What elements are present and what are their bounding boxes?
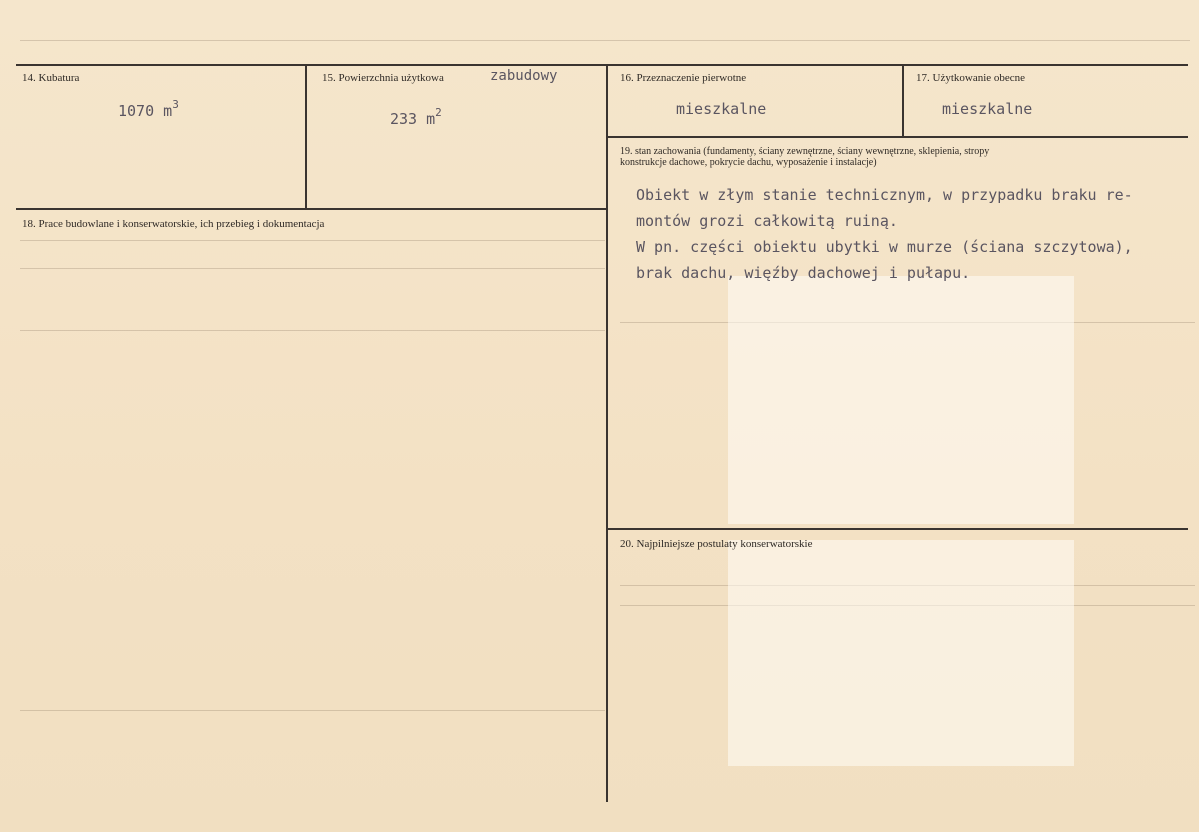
bleed-line [20,268,605,269]
center-divider [606,64,608,802]
stan-text-line: W pn. części obiektu ubytki w murze (ściana szczytowa), [636,238,1133,256]
stan-text-line: Obiekt w złym stanie technicznym, w przypadku braku re- [636,186,1133,204]
kubatura-unit-exp: 3 [172,98,179,111]
correction-patch [728,276,1074,524]
przeznaczenie-label: 16. Przeznaczenie pierwotne [620,72,747,84]
przeznaczenie-value: mieszkalne [676,100,767,118]
powierzchnia-value [390,108,442,128]
row2-rule-right [608,528,1188,530]
bleed-line [20,240,605,241]
stan-text-line: brak dachu, więźby dachowej i pułapu. [636,264,971,282]
postulaty-label: 20. Najpilniejsze postulaty konserwatorskie [620,538,813,550]
powierzchnia-unit: m [426,110,436,128]
stan-label-line1: 19. stan zachowania (fundamenty, ściany zewnętrzne, ściany wewnętrzne, sklepienia, stropy [620,146,990,157]
prace-label: 18. Prace budowlane i konserwatorskie, ich przebieg i dokumentacja [22,218,325,230]
kubatura-value [118,100,179,120]
bleed-line [20,330,605,331]
row1-rule-left [16,208,606,210]
divider-14-15 [305,64,307,210]
powierzchnia-label: 15. Powierzchnia użytkowa [322,72,444,84]
uzytkowanie-value: mieszkalne [942,100,1033,118]
bleed-line [20,40,1190,41]
bleed-line [20,710,605,711]
powierzchnia-typed-over: zabudowy [490,68,558,84]
kubatura-unit: m [163,102,173,120]
kubatura-label: 14. Kubatura [22,72,80,84]
row1-rule-right [608,136,1188,138]
stan-text-line: montów grozi całkowitą ruiną. [636,212,898,230]
powierzchnia-unit-exp: 2 [435,106,442,119]
kubatura-number: 1070 [118,102,155,120]
stan-label-line2: konstrukcje dachowe, pokrycie dachu, wyposażenie i instalacje) [620,157,877,168]
top-rule [16,64,1188,66]
uzytkowanie-label: 17. Użytkowanie obecne [916,72,1026,84]
correction-patch [728,540,1074,766]
divider-16-17 [902,64,904,137]
stan-description [636,182,1133,286]
powierzchnia-number: 233 [390,110,418,128]
